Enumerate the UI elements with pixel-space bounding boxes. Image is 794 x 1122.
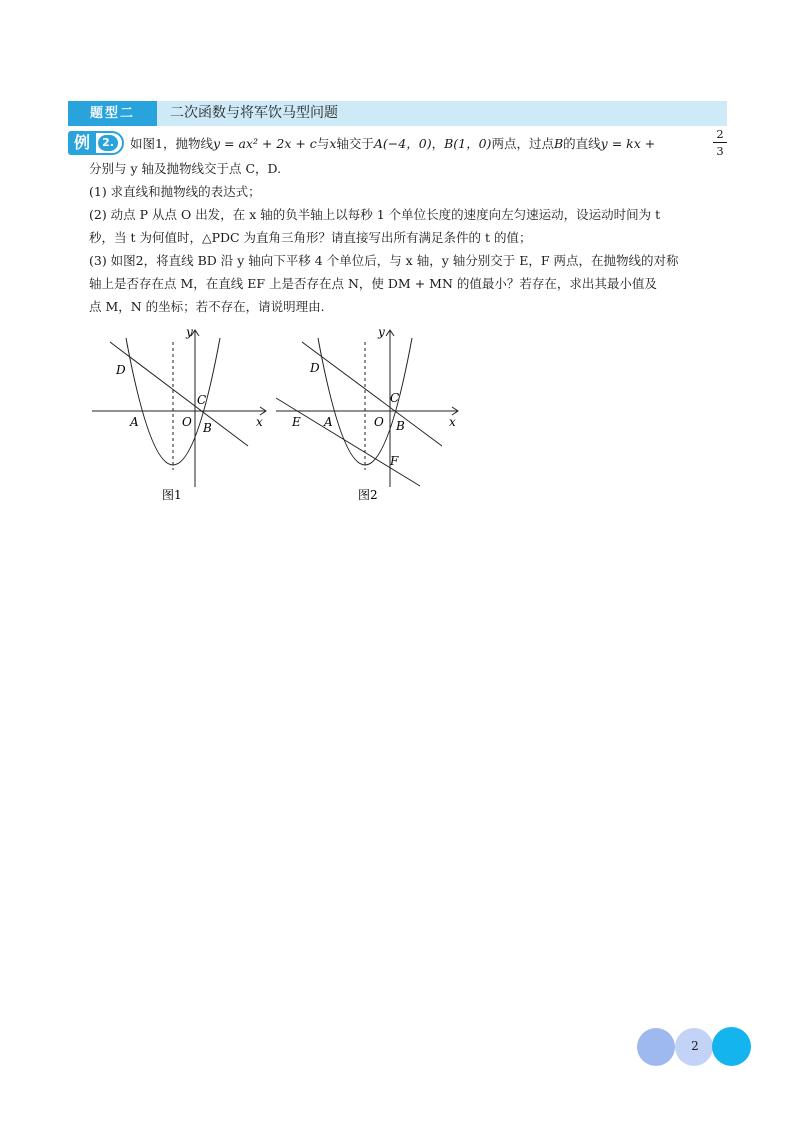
- line-bd: [110, 342, 248, 446]
- problem-line-1: [130, 135, 655, 153]
- section-tag: 题型二: [68, 101, 157, 126]
- figure-2: [272, 322, 464, 507]
- parabola-equation: y = ax² + 2x + c: [212, 136, 317, 151]
- question-2-line-1: (2) 动点 P 从点 O 出发，在 x 轴的负半轴上以每秒 1 个单位长度的速度向左匀速运动，设运动时间为 t: [89, 207, 661, 222]
- label-o: O: [182, 415, 192, 429]
- footer-circle-right: [712, 1027, 751, 1066]
- intro-text-d: 轴交于: [336, 136, 374, 151]
- label-d: D: [116, 363, 126, 377]
- label-c: C: [390, 391, 400, 405]
- intro-text: 如图1，抛物线: [130, 136, 213, 151]
- label-o: O: [374, 415, 384, 429]
- line-bd: [302, 342, 442, 446]
- page-number: 2: [691, 1039, 699, 1053]
- label-f: F: [390, 454, 399, 468]
- label-y: y: [378, 325, 385, 339]
- fraction-two-thirds: [713, 127, 727, 158]
- question-3-line-3: 点 M，N 的坐标；若不存在，请说明理由.: [89, 299, 325, 314]
- footer-circle-left: [637, 1028, 675, 1066]
- label-d: D: [310, 361, 320, 375]
- example-number: 2.: [98, 135, 118, 151]
- figure-1: [90, 322, 270, 507]
- label-b: B: [203, 421, 212, 435]
- fraction-numerator: 2: [716, 127, 724, 141]
- label-b: B: [396, 419, 405, 433]
- section-title: 二次函数与将军饮马型问题: [170, 105, 338, 121]
- question-1: (1) 求直线和抛物线的表达式；: [89, 184, 261, 199]
- point-b-coord: B(1，0): [444, 136, 492, 151]
- example-word: 例: [68, 131, 96, 155]
- figure-2-caption: 图2: [358, 488, 378, 502]
- question-3-line-2: 轴上是否存在点 M，在直线 EF 上是否存在点 N，使 DM + MN 的值最小？若存在，求出其最小值及: [89, 276, 657, 291]
- section-banner: [68, 101, 727, 126]
- figure-1-caption: 图1: [162, 488, 182, 502]
- example-number-box: [96, 131, 124, 155]
- intro-x-var: x: [329, 136, 337, 151]
- question-2-line-2: 秒，当 t 为何值时，△PDC 为直角三角形？请直接写出所有满足条件的 t 的值；: [89, 230, 532, 245]
- intro-point-b: B: [553, 136, 564, 151]
- intro-text-e: 两点，过点: [491, 136, 554, 151]
- intro-text-b: 与: [316, 136, 330, 151]
- fraction-denominator: 3: [716, 144, 724, 158]
- label-x: x: [449, 415, 456, 429]
- label-x: x: [256, 415, 263, 429]
- label-a: A: [130, 415, 139, 429]
- label-e: E: [292, 415, 301, 429]
- label-c: C: [197, 393, 207, 407]
- point-a-coord: A(−4，0): [373, 136, 432, 151]
- problem-line-2: 分别与 y 轴及抛物线交于点 C，D.: [89, 161, 282, 176]
- label-a: A: [324, 415, 333, 429]
- separator: ，: [431, 136, 445, 151]
- line-equation: y = kx +: [600, 136, 656, 151]
- question-3-line-1: (3) 如图2，将直线 BD 沿 y 轴向下平移 4 个单位后，与 x 轴，y 轴分别交于 E，F 两点，在抛物线的对称: [89, 253, 679, 268]
- example-badge: [68, 131, 125, 155]
- intro-text-g: 的直线: [563, 136, 601, 151]
- label-y: y: [186, 325, 193, 339]
